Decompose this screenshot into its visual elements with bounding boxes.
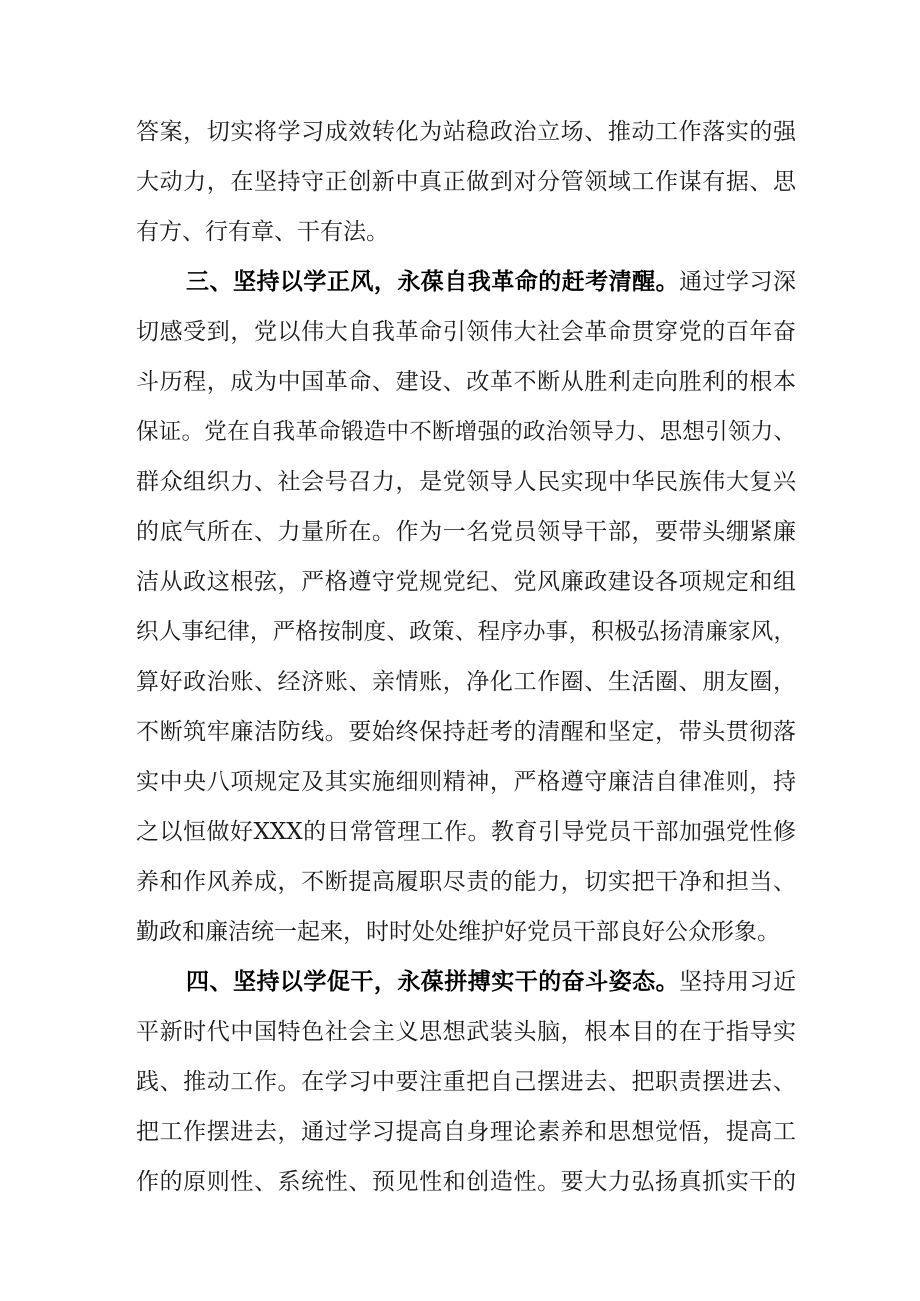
paragraph-text: 通过学习深	[679, 269, 797, 295]
paragraph-line: 织人事纪律，严格按制度、政策、程序办事，积极弘扬清廉家风，	[136, 619, 796, 645]
paragraph-line: 算好政治账、经济账、亲情账，净化工作圈、生活圈、朋友圈，	[136, 669, 796, 695]
paragraph-line: 答案，切实将学习成效转化为站稳政治立场、推动工作落实的强	[136, 119, 796, 145]
paragraph-text: 坚持用习近	[679, 969, 797, 995]
paragraph-line: 平新时代中国特色社会主义思想武装头脑，根本目的在于指导实	[136, 1019, 796, 1045]
paragraph-line: 不断筑牢廉洁防线。要始终保持赶考的清醒和坚定，带头贯彻落	[136, 719, 796, 745]
section-three-heading: 三、坚持以学正风，永葆自我革命的赶考清醒。	[186, 269, 680, 295]
paragraph-line: 勤政和廉洁统一起来，时时处处维护好党员干部良好公众形象。	[136, 919, 780, 945]
paragraph-line: 把工作摆进去，通过学习提高自身理论素养和思想觉悟，提高工	[136, 1119, 796, 1145]
paragraph-line: 斗历程，成为中国革命、建设、改革不断从胜利走向胜利的根本	[136, 369, 796, 395]
paragraph-line: 有方、行有章、干有法。	[136, 219, 389, 245]
paragraph-line: 洁从政这根弦，严格遵守党规党纪、党风廉政建设各项规定和组	[136, 569, 796, 595]
paragraph-line: 践、推动工作。在学习中要注重把自己摆进去、把职责摆进去、	[136, 1069, 796, 1095]
paragraph-line: 大动力，在坚持守正创新中真正做到对分管领域工作谋有据、思	[136, 169, 796, 195]
section-four-heading: 四、坚持以学促干，永葆拼搏实干的奋斗姿态。	[186, 969, 680, 995]
paragraph-line: 群众组织力、社会号召力，是党领导人民实现中华民族伟大复兴	[136, 469, 796, 495]
section-three-first-line	[186, 262, 796, 302]
paragraph-line: 作的原则性、系统性、预见性和创造性。要大力弘扬真抓实干的	[136, 1169, 796, 1195]
paragraph-line: 实中央八项规定及其实施细则精神，严格遵守廉洁自律准则，持	[136, 769, 796, 795]
paragraph-line: 的底气所在、力量所在。作为一名党员领导干部，要带头绷紧廉	[136, 519, 796, 545]
paragraph-line: 之以恒做好XXX的日常管理工作。教育引导党员干部加强党性修	[136, 819, 796, 845]
section-four-first-line	[186, 962, 796, 1002]
paragraph-line: 保证。党在自我革命锻造中不断增强的政治领导力、思想引领力、	[136, 419, 796, 445]
paragraph-line: 养和作风养成，不断提高履职尽责的能力，切实把干净和担当、	[136, 869, 796, 895]
paragraph-line: 切感受到，党以伟大自我革命引领伟大社会革命贯穿党的百年奋	[136, 319, 796, 345]
